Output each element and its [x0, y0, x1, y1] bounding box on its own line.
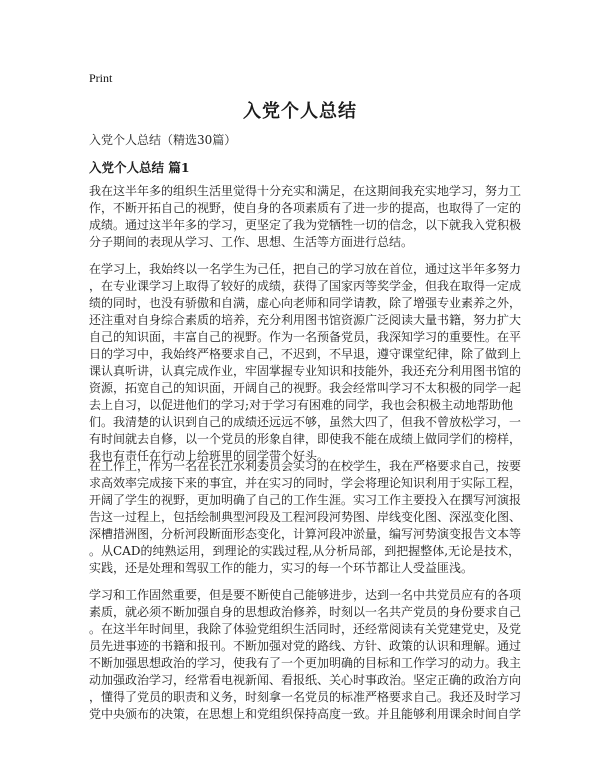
- paragraph-line: 自己的知识面，丰富自己的视野。作为一名预备党员，我深知学习的重要性。在平: [89, 330, 522, 344]
- paragraph-line: 。在这半年时间里，我除了体验党组织生活同时，还经常阅读有关党建党史，及党: [89, 622, 522, 636]
- paragraph-line: 求高效率完成接下来的事宜，并在实习的同时，学会将理论知识利用于实际工程，: [89, 476, 522, 490]
- paragraph-line: 作，不断开拓自己的视野，使自身的各项素质有了进一步的提高，也取得了一定的: [89, 201, 522, 215]
- paragraph-line: 课认真听讲，认真完成作业，牢固掌握专业知识和技能外，我还充分利用图书馆的: [89, 364, 522, 378]
- paragraph-line: 。从CAD的纯熟运用，到理论的实践过程,从分析局部，到把握整体,无论是技术，: [89, 544, 521, 558]
- paragraph-line: 动加强政治学习，经常看电视新闻、看报纸、关心时事政治。坚定正确的政治方向: [89, 673, 522, 687]
- print-link[interactable]: Print: [89, 71, 113, 85]
- paragraph-line: ，在专业课学习上取得了较好的成绩，获得了国家丙等奖学金，但我在取得一定成: [89, 279, 522, 293]
- paragraph-line: 我也有责任在行动上给班里的同学带个好头。: [89, 449, 330, 463]
- paragraph-line: 员先进事迹的书籍和报刊。不断加强对党的路线、方针、政策的认识和理解。通过: [89, 639, 522, 653]
- paragraph-line: 在工作上，作为一名在长江水利委员会实习的在校学生，我在严格要求自己，按要: [89, 459, 522, 473]
- paragraph-line: 有时间就去自修，以一个党员的形象自律，即使我不能在成绩上做同学们的榜样，: [89, 432, 522, 446]
- paragraph-line: 开阔了学生的视野，更加明确了自己的工作生涯。实习工作主要投入在撰写河演报: [89, 493, 522, 507]
- paragraph-line: 素质，就必须不断加强自身的思想政治修养，时刻以一名共产党员的身份要求自己: [89, 605, 522, 619]
- paragraph-line: 分子期间的表现从学习、工作、思想、生活等方面进行总结。: [89, 235, 414, 249]
- paragraph-line: 不断加强思想政治的学习，使我有了一个更加明确的目标和工作学习的动力。我主: [89, 656, 522, 670]
- document-subtitle: 入党个人总结（精选30篇）: [89, 133, 237, 147]
- paragraph-line: 们。我清楚的认识到自己的成绩还远远不够，虽然大四了，但我不曾放松学习，一: [89, 415, 522, 429]
- paragraph-line: 我在这半年多的组织生活里觉得十分充实和满足，在这期间我充实地学习，努力工: [89, 184, 522, 198]
- page-title: 入党个人总结: [243, 101, 357, 122]
- paragraph-line: 在学习上，我始终以一名学生为己任，把自己的学习放在首位，通过这半年多努力: [89, 262, 522, 276]
- paragraph-line: 资源，拓宽自己的知识面，开阔自己的视野。我会经常叫学习不太积极的同学一起: [89, 381, 522, 395]
- paragraph-line: 绩的同时，也没有骄傲和自满，虚心向老师和同学请教，除了增强专业素养之外，: [89, 296, 522, 310]
- paragraph-line: 还注重对自身综合素质的培养，充分利用图书馆资源广泛阅读大量书籍，努力扩大: [89, 313, 522, 327]
- paragraph-line: ，懂得了党员的职责和义务，时刻拿一名党员的标准严格要求自己。我还及时学习: [89, 690, 522, 704]
- paragraph-line: 告这一过程上，包括绘制典型河段及工程河段河势图、岸线变化图、深泓变化图、: [89, 510, 522, 524]
- paragraph-line: 日的学习中，我始终严格要求自己，不迟到，不早退，遵守课堂纪律，除了做到上: [89, 347, 522, 361]
- paragraph-line: 深槽措洲图，分析河段断面形态变化，计算河段冲淤量，编写河势演变报告文本等: [89, 527, 522, 541]
- paragraph-line: 党中央颁布的决策，在思想上和党组织保持高度一致。并且能够利用课余时间自学: [89, 707, 522, 721]
- paragraph-line: 成绩。通过这半年多的学习，更坚定了我为党牺牲一切的信念，以下就我入党积极: [89, 218, 522, 232]
- paragraph-line: 去上自习，以促进他们的学习;对于学习有困难的同学，我也会积极主动地帮助他: [89, 398, 514, 412]
- paragraph-line: 实践，还是处理和驾驭工作的能力，实习的每一个环节都让人受益匪浅。: [89, 561, 474, 575]
- paragraph-line: 学习和工作固然重要，但是要不断使自己能够进步，达到一名中共党员应有的各项: [89, 588, 522, 602]
- section-heading: 入党个人总结 篇1: [89, 160, 190, 175]
